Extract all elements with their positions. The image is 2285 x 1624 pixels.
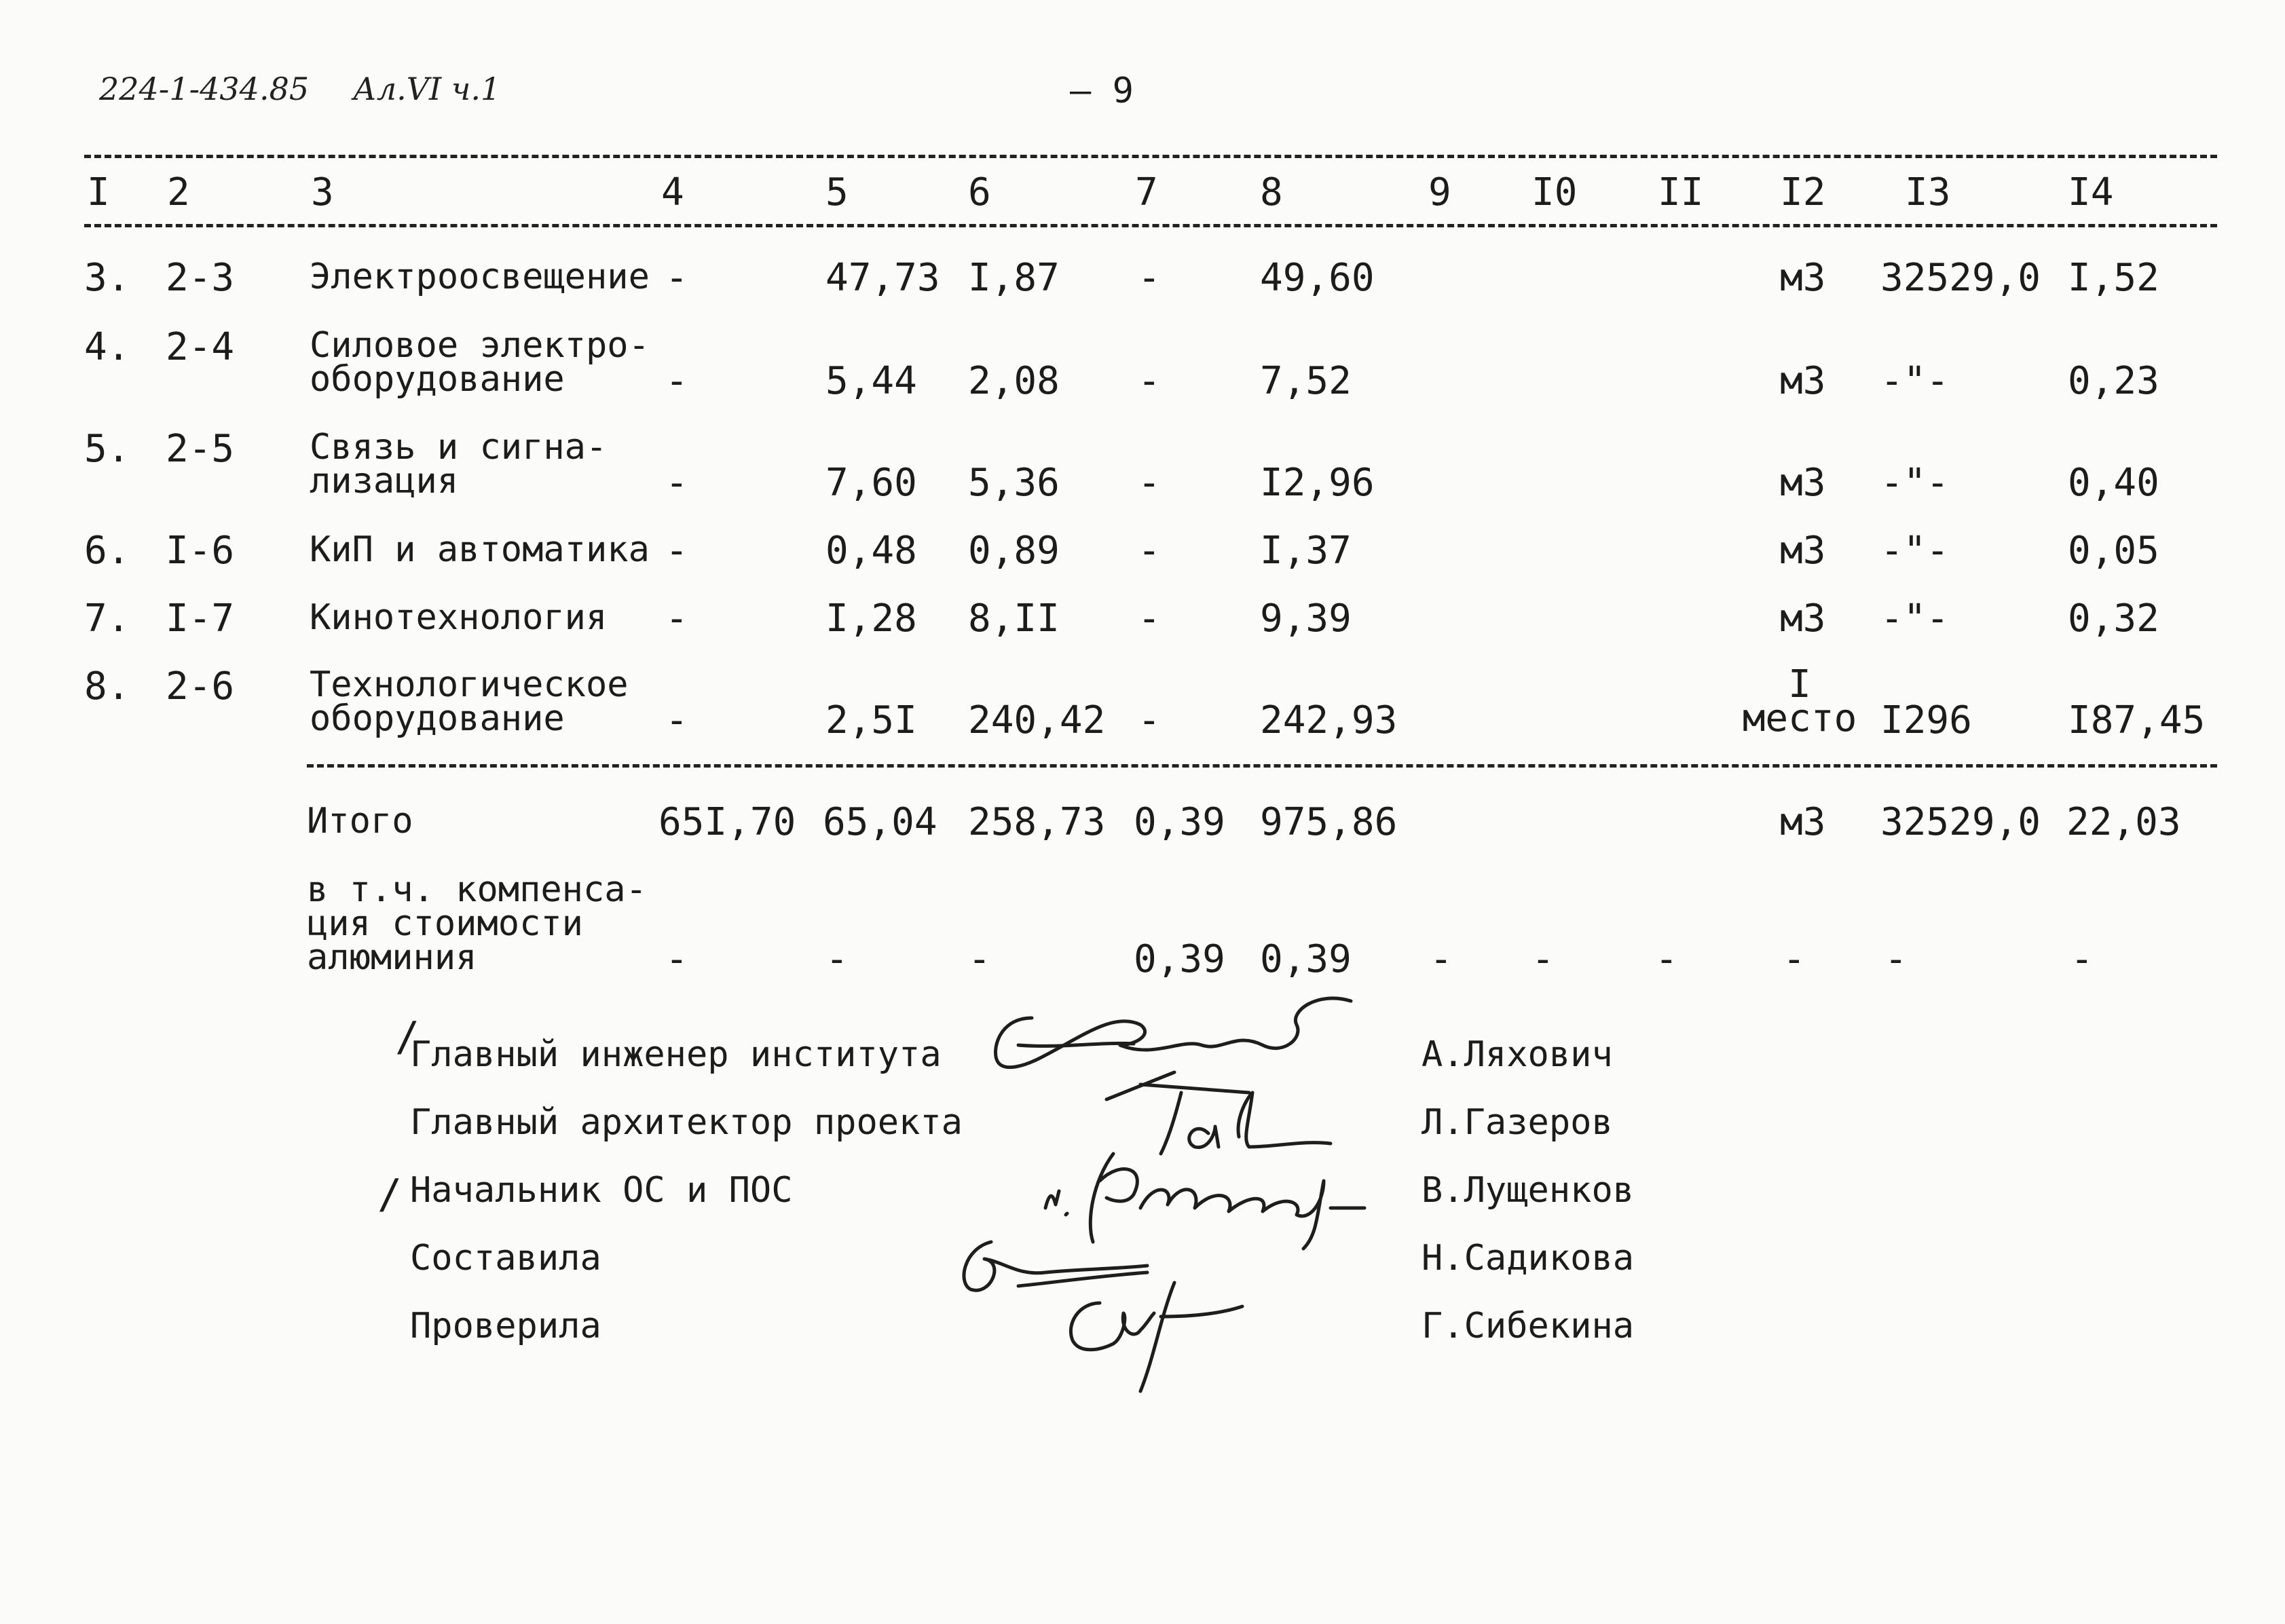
cell-col6: 240,42 xyxy=(968,698,1106,742)
row-code: I-7 xyxy=(166,597,235,641)
comp-col7: 0,39 xyxy=(1134,937,1225,981)
cell-col7: - xyxy=(1138,461,1161,505)
cell-col5: 7,60 xyxy=(825,461,917,505)
column-header: 5 xyxy=(825,170,849,214)
column-header: I0 xyxy=(1531,170,1578,214)
cell-col8: I2,96 xyxy=(1260,461,1375,505)
cell-col5: I,28 xyxy=(825,597,917,641)
total-label: Итого xyxy=(307,801,413,842)
cell-col14: I87,45 xyxy=(2068,698,2206,742)
row-name: Кинотехнология xyxy=(310,597,608,638)
album-reference: Ал.VI ч.1 xyxy=(353,71,501,107)
comp-col4: - xyxy=(665,937,688,981)
cell-col5: 47,73 xyxy=(825,256,940,300)
cell-col6: 0,89 xyxy=(968,529,1060,573)
cell-unit: I место xyxy=(1742,662,1857,740)
signatory-name: А.Ляхович xyxy=(1422,1034,1613,1075)
column-header: 7 xyxy=(1135,170,1158,214)
column-header: I2 xyxy=(1780,170,1826,214)
cell-col14: I,52 xyxy=(2068,256,2159,300)
cell-col8: 242,93 xyxy=(1260,698,1398,742)
cell-col13: -"- xyxy=(1880,461,1950,505)
column-header: 8 xyxy=(1260,170,1283,214)
column-header: 3 xyxy=(311,170,334,214)
cell-col7: - xyxy=(1138,597,1161,641)
signatory-role: Начальник ОС и ПОС xyxy=(410,1170,793,1211)
table-top-rule xyxy=(84,155,2217,158)
total-col6: 258,73 xyxy=(968,800,1106,844)
cell-unit: м3 xyxy=(1780,529,1826,573)
total-unit: м3 xyxy=(1780,800,1826,844)
cell-col14: 0,40 xyxy=(2068,461,2159,505)
subtotal-rule xyxy=(307,764,2217,768)
row-number: 4. xyxy=(84,325,130,369)
cell-col13: -"- xyxy=(1880,597,1950,641)
page-number: – 9 xyxy=(1070,71,1134,111)
cell-col6: 2,08 xyxy=(968,359,1060,403)
signature-tick: / xyxy=(377,1171,403,1218)
cell-col4: - xyxy=(665,698,688,742)
cell-col4: - xyxy=(665,597,688,641)
row-number: 8. xyxy=(84,664,130,709)
row-name: Технологическое оборудование xyxy=(310,664,629,739)
row-code: 2-5 xyxy=(166,427,235,471)
cell-col4: - xyxy=(665,256,688,300)
cell-col13: -"- xyxy=(1880,529,1950,573)
cell-unit: м3 xyxy=(1780,597,1826,641)
row-code: I-6 xyxy=(166,529,235,573)
column-header: I3 xyxy=(1905,170,1951,214)
row-code: 2-4 xyxy=(166,325,235,369)
signatory-name: В.Лущенков xyxy=(1422,1170,1635,1211)
signatory-role: Главный инженер института xyxy=(410,1034,942,1075)
cell-col4: - xyxy=(665,461,688,505)
document-code: 224-1-434.85 xyxy=(99,71,310,107)
cell-col14: 0,32 xyxy=(2068,597,2159,641)
cell-col13: I296 xyxy=(1880,698,1972,742)
row-name: Связь и сигна- лизация xyxy=(310,427,608,502)
cell-col7: - xyxy=(1138,359,1161,403)
signatory-name: Н.Садикова xyxy=(1422,1238,1635,1279)
comp-col13: - xyxy=(1884,937,1908,981)
column-header: I xyxy=(87,170,110,214)
signatory-role: Составила xyxy=(410,1238,601,1279)
cell-unit: м3 xyxy=(1780,359,1826,403)
column-header: 9 xyxy=(1428,170,1451,214)
column-header: 6 xyxy=(968,170,991,214)
comp-col12: - xyxy=(1783,937,1806,981)
column-header: I4 xyxy=(2068,170,2114,214)
cell-col7: - xyxy=(1138,698,1161,742)
cell-unit: м3 xyxy=(1780,461,1826,505)
cell-col13: -"- xyxy=(1880,359,1950,403)
row-name: Силовое электро- оборудование xyxy=(310,325,650,400)
cell-col8: I,37 xyxy=(1260,529,1352,573)
cell-col7: - xyxy=(1138,529,1161,573)
cell-col7: - xyxy=(1138,256,1161,300)
comp-col9: - xyxy=(1430,937,1453,981)
row-name: Электроосвещение xyxy=(310,257,650,297)
total-col13: 32529,0 xyxy=(1880,800,2041,844)
cell-col8: 9,39 xyxy=(1260,597,1352,641)
row-number: 6. xyxy=(84,529,130,573)
cell-col8: 49,60 xyxy=(1260,256,1375,300)
total-col4: 65I,70 xyxy=(658,800,796,844)
comp-col10: - xyxy=(1531,937,1555,981)
column-header: 4 xyxy=(661,170,684,214)
total-col5: 65,04 xyxy=(823,800,937,844)
signatory-name: Л.Газеров xyxy=(1422,1102,1613,1143)
signature-checked xyxy=(1059,1276,1263,1398)
cell-col14: 0,05 xyxy=(2068,529,2159,573)
cell-col5: 0,48 xyxy=(825,529,917,573)
total-col7: 0,39 xyxy=(1134,800,1225,844)
row-number: 3. xyxy=(84,256,130,300)
compensation-label: в т.ч. компенса- ция стоимости алюминия xyxy=(307,869,647,978)
header-bottom-rule xyxy=(84,224,2217,227)
cell-col6: 5,36 xyxy=(968,461,1060,505)
signatory-role: Проверила xyxy=(410,1306,601,1346)
cell-col6: 8,II xyxy=(968,597,1060,641)
row-code: 2-3 xyxy=(166,256,235,300)
comp-col11: - xyxy=(1655,937,1678,981)
cell-col14: 0,23 xyxy=(2068,359,2159,403)
cell-col5: 5,44 xyxy=(825,359,917,403)
total-col8: 975,86 xyxy=(1260,800,1398,844)
signature-tick: / xyxy=(395,1013,420,1061)
row-number: 7. xyxy=(84,597,130,641)
signatory-role: Главный архитектор проекта xyxy=(410,1102,963,1143)
cell-unit: м3 xyxy=(1780,256,1826,300)
row-name: КиП и автоматика xyxy=(310,529,650,570)
comp-col14: - xyxy=(2070,937,2094,981)
cell-col6: I,87 xyxy=(968,256,1060,300)
comp-col6: - xyxy=(968,937,991,981)
cell-col4: - xyxy=(665,529,688,573)
total-col14: 22,03 xyxy=(2066,800,2181,844)
comp-col5: - xyxy=(825,937,849,981)
column-header: II xyxy=(1658,170,1704,214)
column-header: 2 xyxy=(167,170,190,214)
row-number: 5. xyxy=(84,427,130,471)
cell-col8: 7,52 xyxy=(1260,359,1352,403)
row-code: 2-6 xyxy=(166,664,235,709)
cell-col4: - xyxy=(665,359,688,403)
cell-col13: 32529,0 xyxy=(1880,256,2041,300)
signatory-name: Г.Сибекина xyxy=(1422,1306,1635,1346)
comp-col8: 0,39 xyxy=(1260,937,1352,981)
cell-col5: 2,5I xyxy=(825,698,917,742)
